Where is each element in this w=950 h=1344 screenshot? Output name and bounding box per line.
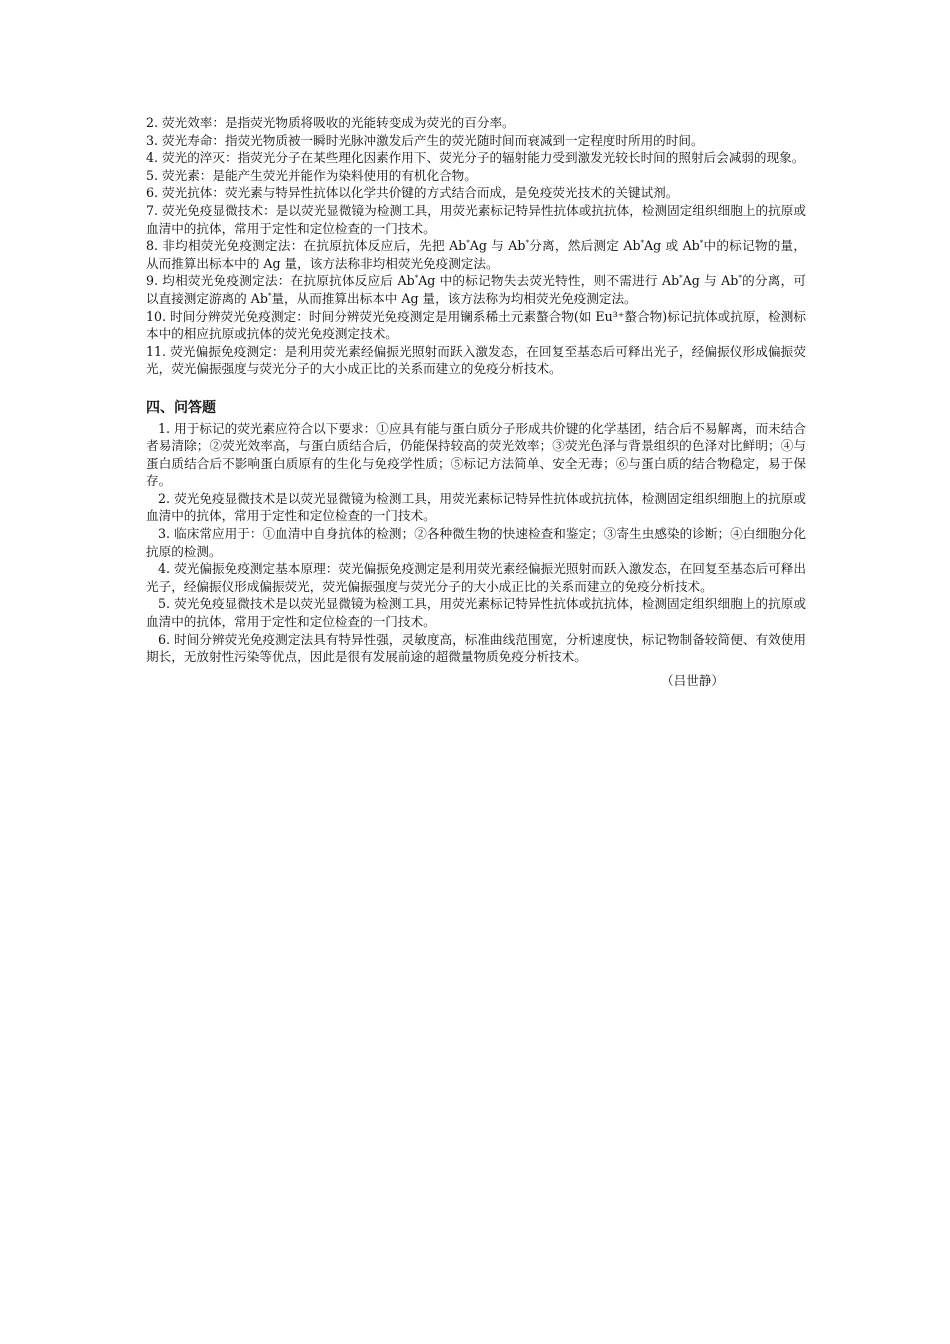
- answer-item: 5. 荧光免疫显微技术是以荧光显微镜为检测工具，用荧光素标记特异性抗体或抗抗体，检测固定组织细胞上的抗原或血清中的抗体，常用于定性和定位检查的一门技术。: [146, 596, 806, 630]
- answer-item: 3. 临床常应用于：①血清中自身抗体的检测；②各种微生物的快速检查和鉴定；③寄生虫感染的诊断；④白细胞分化抗原的检测。: [146, 526, 806, 559]
- definition-item: 11. 荧光偏振免疫测定：是利用荧光素经偏振光照射而跃入激发态，在回复至基态后可释出光子，经偏振仪形成偏振荧光，荧光偏振强度与荧光分子的大小成正比的关系而建立的免疫分析技术。: [146, 343, 806, 377]
- author-signature: （吕世静）: [661, 672, 724, 688]
- definition-item: 9. 均相荧光免疫测定法：在抗原抗体反应后 Ab*Ag 中的标记物失去荧光特性，则不需进行 Ab*Ag 与 Ab*的分离，可以直接测定游离的 Ab*量，从而推算出标本中 Ag 量，该方法称为均相荧光免疫测定法。: [146, 273, 806, 306]
- definition-item: 7. 荧光免疫显微技术：是以荧光显微镜为检测工具，用荧光素标记特异性抗体或抗抗体，检测固定组织细胞上的抗原或血清中的抗体，常用于定性和定位检查的一门技术。: [146, 202, 806, 236]
- definition-item: 5. 荧光素：是能产生荧光并能作为染料使用的有机化合物。: [146, 167, 477, 183]
- document-body: [146, 114, 806, 689]
- definition-item: 6. 荧光抗体：荧光素与特异性抗体以化学共价键的方式结合而成，是免疫荧光技术的关键试剂。: [146, 185, 679, 201]
- definition-item: 3. 荧光寿命：指荧光物质被一瞬时光脉冲激发后产生的荧光随时间而衰减到一定程度时所用的时间。: [146, 132, 704, 148]
- definition-item: 10. 时间分辨荧光免疫测定：时间分辨荧光免疫测定是用镧系稀土元素螯合物(如 Eu³⁺螯合物)标记抗体或抗原，检测标本中的相应抗原或抗体的荧光免疫测定技术。: [146, 308, 806, 342]
- definition-item: 4. 荧光的淬灭：指荧光分子在某些理化因素作用下、荧光分子的辐射能力受到激发光较长时间的照射后会减弱的现象。: [146, 150, 805, 166]
- answer-item: 4. 荧光偏振免疫测定基本原理：荧光偏振免疫测定是利用荧光素经偏振光照射而跃入激发态，在回复至基态后可释出光子，经偏振仪形成偏振荧光，荧光偏振强度与荧光分子的大小成正比的关系而建立的免疫分析技术。: [146, 561, 806, 594]
- answer-item: 2. 荧光免疫显微技术是以荧光显微镜为检测工具，用荧光素标记特异性抗体或抗抗体，检测固定组织细胞上的抗原或血清中的抗体，常用于定性和定位检查的一门技术。: [146, 490, 806, 524]
- section-heading: 四、问答题: [146, 399, 216, 416]
- definition-item: 8. 非均相荧光免疫测定法：在抗原抗体反应后，先把 Ab*Ag 与 Ab*分离，然后测定 Ab*Ag 或 Ab*中的标记物的量，从而推算出标本中的 Ag 量，该方法称非均相荧光免疫测定法。: [146, 238, 806, 271]
- definition-item: 2. 荧光效率：是指荧光物质将吸收的光能转变成为荧光的百分率。: [146, 115, 515, 130]
- answer-item: 6. 时间分辨荧光免疫测定法具有特异性强，灵敏度高，标准曲线范围宽，分析速度快，标记物制备较简便、有效使用期长，无放射性污染等优点，因此是很有发展前途的超微量物质免疫分析技术。: [146, 631, 806, 665]
- answer-item: 1. 用于标记的荧光素应符合以下要求：①应具有能与蛋白质分子形成共价键的化学基团，结合后不易解离，而未结合者易清除；②荧光效率高，与蛋白质结合后，仍能保持较高的荧光效率；③荧光色泽与背景组织的色泽对比鲜明；④与蛋白质结合后不影响蛋白质原有的生化与免疫学性质；⑤标记方法简单、安全无毒；⑥与蛋白质的结合物稳定，易于保存。: [146, 420, 806, 489]
